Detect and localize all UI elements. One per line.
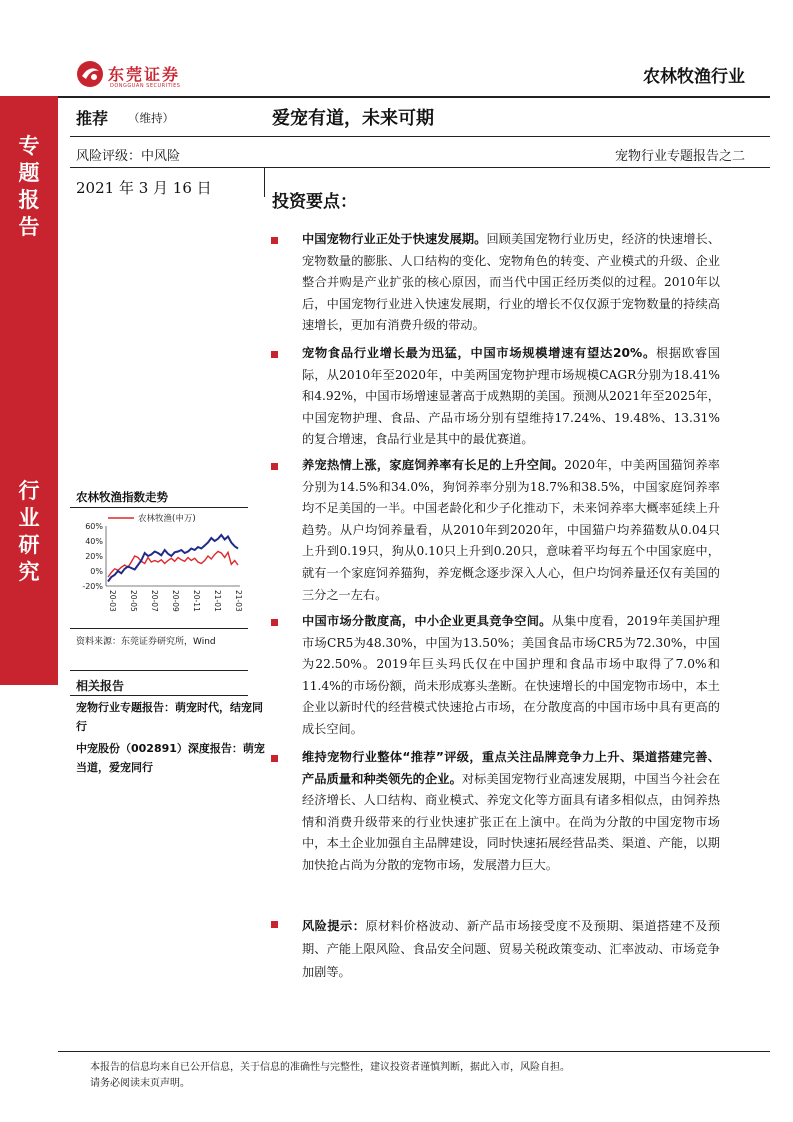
bullet-icon [271,463,278,470]
footer-rule [58,1051,770,1052]
invest-point-1 [302,229,720,337]
legend-label: 农林牧渔(申万) [138,514,196,524]
chart-axis [82,513,243,612]
invest-point-3-lead: 养宠热情上涨，家庭饲养率有长足的上升空间。 [302,458,565,472]
rating: 推荐 [76,109,109,128]
invest-heading: 投资要点： [272,192,357,212]
y-tick-label: 20% [85,552,103,561]
x-tick-label: 20-09 [171,590,180,612]
logo-subtitle: DONGGUAN SECURITIES [110,83,181,89]
risk-warning-lead: 风险提示： [302,919,366,933]
meta-rule-1 [70,136,770,137]
related-top-rule [70,670,248,671]
invest-point-3 [302,455,720,606]
report-title: 爱宠有道，未来可期 [272,108,434,129]
logo-mark-icon [76,60,104,88]
invest-point-4 [302,611,720,741]
y-tick-label: 0% [90,567,103,576]
related-report-2[interactable]: 中宠股份（002891）深度报告：萌宠当道，爱宠同行 [76,742,265,774]
bullet-icon [271,237,278,244]
x-tick-label: 20-07 [150,590,159,612]
invest-point-3-text: 2020年，中美两国猫饲养率分别为14.5%和34.0%，狗饲养率分别为18.7%和38.5%，中国家庭饲养率均不足美国的一半。中国老龄化和少子化推动下，未来饲养率大概率延续上升趋势。从户均饲养量看，从2010年到2020年，中国猫户均养猫数从0.04只上升到0.19只，狗从0.10只上升到0.20只，意味着平均每五个中国家庭中，就有一个家庭饲养猫狗，养宠概念逐步深入人心，但户均饲养量还仅有美国的三分之一左右。 [302,458,720,602]
industry-name: 农林牧渔行业 [643,67,745,87]
footer-notice: 请务必阅读末页声明。 [90,1078,190,1089]
invest-point-4-lead: 中国市场分散度高，中小企业更具竞争空间。 [302,614,552,628]
sidebar-label-special-report: 专 题 报 告 [18,134,40,239]
report-series: 宠物行业专题报告之二 [614,149,745,164]
invest-point-2-lead: 宠物食品行业增长最为迅猛，中国市场规模增速有望达20%。 [302,346,656,360]
bullet-icon [271,619,278,626]
invest-point-2-text: 根据欧睿国际，从2010年至2020年，中美两国宠物护理市场规模CAGR分别为18.41%和4.92%，中国市场增速显著高于成熟期的美国。预测从2021年至2025年，中国宠物护理、食品、产品市场分别有望维持17.24%、19.48%、13.31%的复合增速，食品行业是其中的最优赛道。 [302,346,720,447]
logo-name: 东莞证券 [108,65,181,84]
bullet-icon [271,921,278,928]
footer-disclaimer: 本报告的信息均来自已公开信息，关于信息的准确性与完整性，建议投资者谨慎判断，据此入市，风险自担。 [90,1062,570,1073]
company-logo [76,60,104,92]
invest-point-4-text: 从集中度看，2019年美国护理市场CR5为48.30%，中国为13.50%；美国食品市场CR5为72.30%，中国为22.50%。2019年巨头玛氏仅在中国护理和食品市场中取得了7.0%和11.4%的市场份额，尚未形成寡头垄断。在快速增长的中国宠物市场中，本土企业以新时代的经营模式快速抢占市场，在分散度高的中国市场中具有更高的成长空间。 [302,614,720,736]
y-tick-label: -20% [82,582,103,591]
x-tick-label: 20-11 [192,590,201,612]
meta-rule-2 [70,167,770,168]
risk-warning-text: 原材料价格波动、新产品市场接受度不及预期、渠道搭建不及预期、产能上限风险、食品安全问题、贸易关税政策变动、汇率波动、市场竞争加剧等。 [302,919,721,979]
risk-warning [302,915,720,984]
chart-series [108,535,238,582]
meta-vertical-rule [264,167,265,197]
x-tick-label: 21-01 [213,590,222,612]
bullet-icon [271,755,278,762]
chart-source: 资料来源：东莞证券研究所，Wind [76,637,216,647]
x-tick-label: 20-05 [129,590,138,612]
chart-bottom-rule [70,628,248,629]
header-rule [58,96,770,98]
index-trend-chart [72,512,248,622]
invest-point-1-text: 回顾美国宠物行业历史，经济的快速增长、宠物数量的膨胀、人口结构的变化、宠物角色的转变、产业模式的升级、企业整合并购是产业扩张的核心原因，而当代中国正经历类似的过程。2010年以后，中国宠物行业进入快速发展期，行业的增长不仅仅源于宠物数量的持续高速增长，更加有消费升级的带动。 [302,232,721,333]
risk-level: 风险评级：中风险 [76,149,181,164]
x-tick-label: 20-03 [108,590,117,612]
invest-point-2 [302,343,720,451]
x-tick-label: 21-03 [234,590,243,612]
series-line-benchmark [108,535,238,582]
bullet-icon [271,351,278,358]
invest-point-1-lead: 中国宠物行业正处于快速发展期。 [302,232,487,246]
related-heading: 相关报告 [76,679,125,693]
y-tick-label: 40% [85,537,103,546]
sidebar-label-industry-research: 行 业 研 究 [18,479,40,584]
chart-heading: 农林牧渔指数走势 [76,490,168,504]
invest-point-5-lead: 维持宠物行业整体“推荐”评级，重点关注品牌竞争力上升、渠道搭建完善、产品质量和种类领先的企业。 [302,750,720,786]
invest-point-5-text: 对标美国宠物行业高速发展期，中国当今社会在经济增长、人口结构、商业模式、养宠文化等方面具有诸多相似点，由饲养热情和消费升级带来的行业快速扩张正在上演中。在尚为分散的中国宠物市场中，本土企业加强自主品牌建设，同时快速拓展经营品类、渠道、产能，以期加快抢占尚为分散的宠物市场，发展潜力巨大。 [302,771,721,872]
y-tick-label: 60% [85,522,103,531]
invest-point-5 [302,747,720,877]
related-rule [70,695,248,696]
chart-top-rule [70,507,248,508]
rating-note: （维持） [128,111,174,125]
report-date: 2021 年 3 月 16 日 [76,179,212,197]
related-report-1[interactable]: 宠物行业专题报告：萌宠时代，结宠同行 [76,701,263,733]
